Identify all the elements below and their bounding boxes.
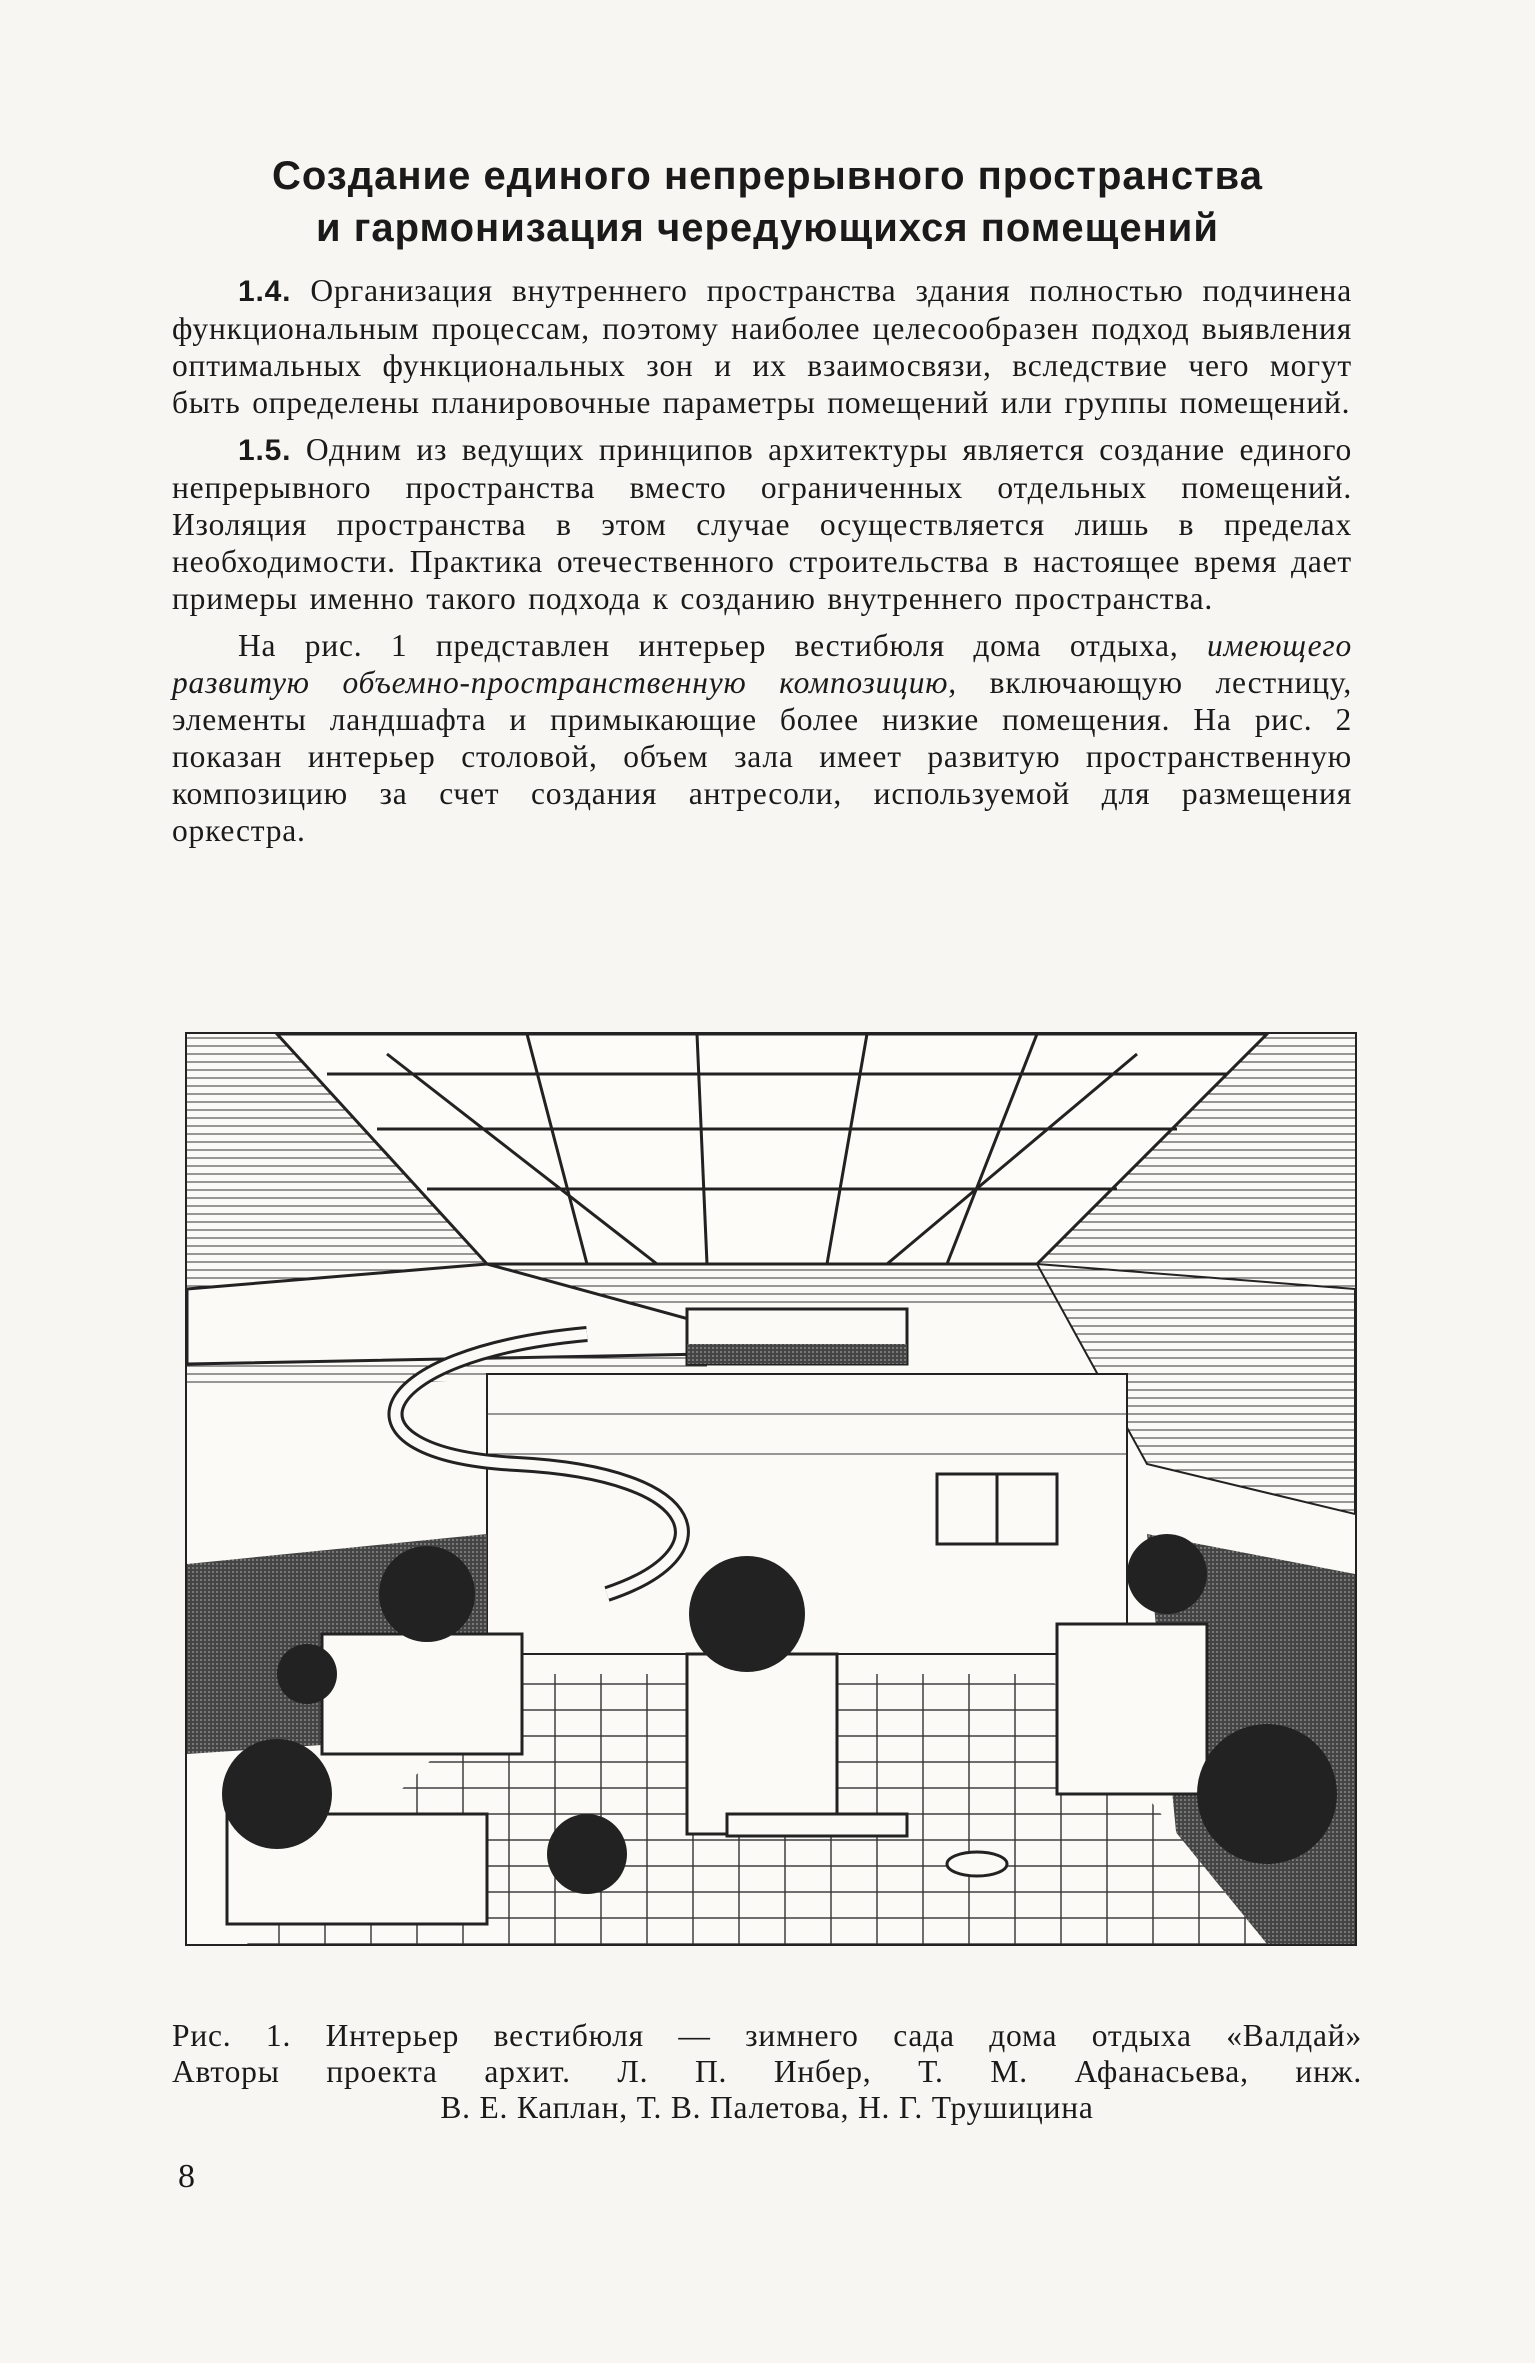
page-number: 8 <box>178 2158 195 2195</box>
caption-line-1: Рис. 1. Интерьер вестибюля — зимнего сада дома отдыха «Валдай» <box>172 2018 1362 2053</box>
paragraph-text: Одним из ведущих принципов архитектуры является создание единого непрерывного пространства вместо ограниченных отдельных помещений. Изоляция пространства в этом случае осуществляется лишь в пределах необходимости. Практика отечественного строительства в настоящее время дает примеры именно такого подхода к созданию внутреннего пространства. <box>172 432 1352 616</box>
paragraph-1-5 <box>172 431 1352 617</box>
caption-line-2: Авторы проекта архит. Л. П. Инбер, Т. М. Афанасьева, инж. <box>172 2054 1362 2089</box>
paragraph-text-italic: имеющего развитую объемно-пространственную композицию, <box>172 628 1352 700</box>
lobby-interior-drawing <box>187 1034 1355 1944</box>
paragraph-number: 1.5. <box>238 434 292 467</box>
paragraph-figure-reference <box>172 627 1352 849</box>
caption-line-3: В. Е. Каплан, Т. В. Палетова, Н. Г. Трушицина <box>440 2090 1094 2125</box>
figure-lobby-illustration <box>185 1032 1357 1946</box>
body-text <box>172 272 1352 859</box>
section-heading <box>180 150 1355 254</box>
paragraph-text-start: На рис. 1 представлен интерьер вестибюля дома отдыха, <box>238 628 1179 663</box>
heading-line-1: Создание единого непрерывного пространства <box>272 154 1263 198</box>
figure-caption <box>172 2018 1362 2126</box>
paragraph-number: 1.4. <box>238 275 292 308</box>
paragraph-text: Организация внутреннего пространства здания полностью подчинена функциональным процессам, поэтому наиболее целесообразен подход выявления оптимальных функциональных зон и их взаимосвязи, вследствие чего могут быть определены планировочные параметры помещений или группы помещений. <box>172 273 1352 420</box>
paragraph-text-end: включающую лестницу, элементы ландшафта и примыкающие более низкие помещения. На рис. 2 показан интерьер столовой, объем зала имеет развитую пространственную композицию за счет создания антресоли, используемой для размещения оркестра. <box>172 665 1352 848</box>
paragraph-1-4 <box>172 272 1352 421</box>
heading-line-2: и гармонизация чередующихся помещений <box>316 206 1219 250</box>
